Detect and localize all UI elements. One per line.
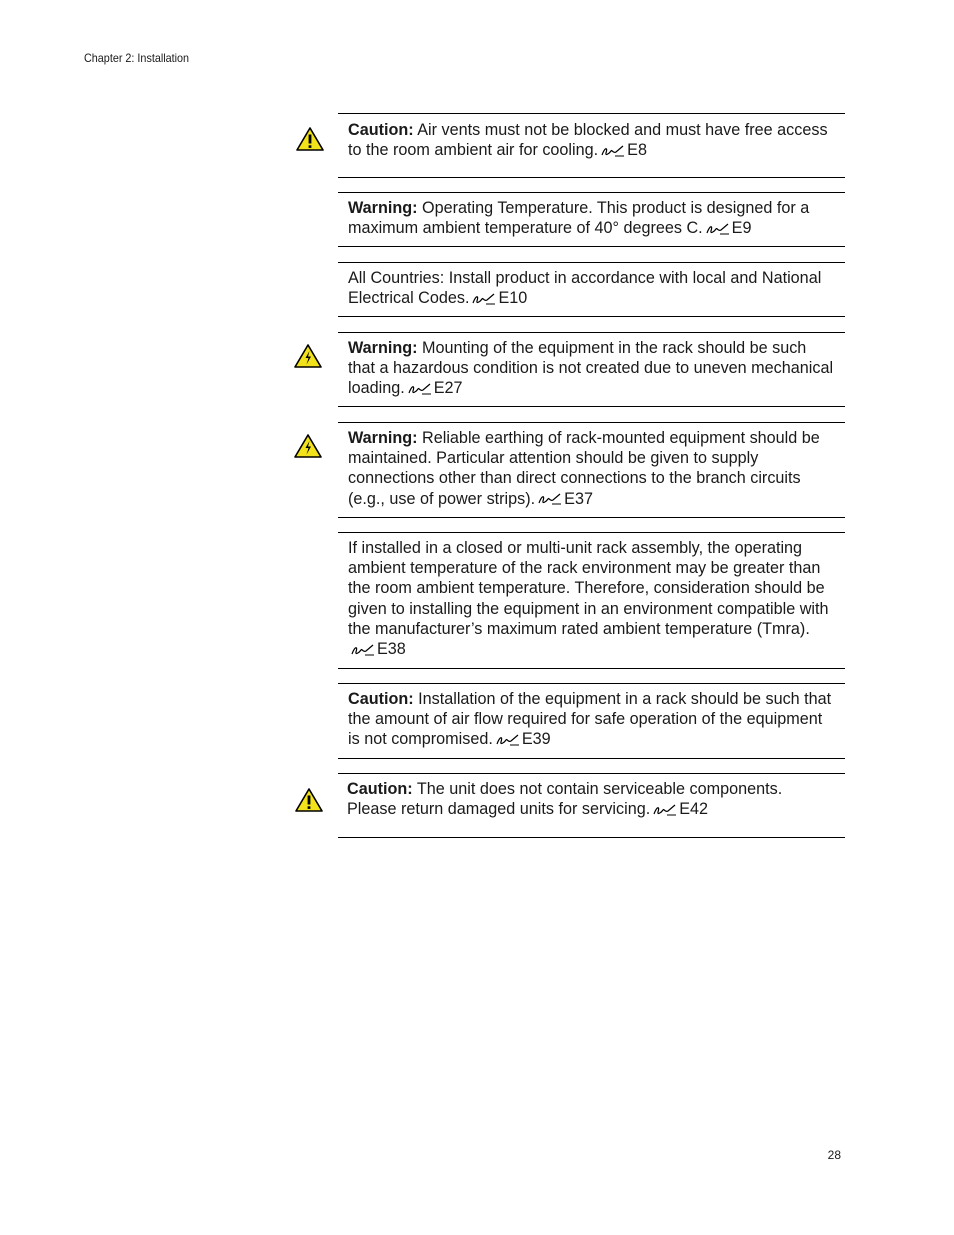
reference-code: E39: [521, 730, 551, 749]
pen-signature-icon: [653, 804, 677, 816]
pen-signature-icon: [538, 493, 562, 505]
notice-body: Mounting of the equipment in the rack should be such that a hazardous condition is not created due to uneven mechanical loading.: [348, 339, 834, 398]
notice-label: Warning:: [348, 339, 418, 357]
notice-label: Caution:: [348, 690, 414, 708]
notice-e9: [338, 192, 845, 247]
reference-code: E9: [731, 219, 752, 238]
chapter-header: Chapter 2: Installation: [84, 51, 190, 65]
notice-label: Caution:: [348, 121, 414, 139]
notice-body: The unit does not contain serviceable components. Please return damaged units for servicing.: [347, 780, 783, 819]
reference-code: E10: [498, 289, 528, 308]
electrical-warning-icon: [293, 343, 323, 369]
pen-signature-icon: [351, 644, 375, 656]
pen-signature-icon: [496, 734, 520, 746]
notice-e37: [338, 422, 845, 518]
notice-e10: [338, 262, 845, 317]
caution-icon: [295, 126, 325, 152]
notice-e39: [338, 683, 845, 759]
notice-body: All Countries: Install product in accordance with local and National Electrical Codes.: [348, 269, 822, 308]
reference-code: E27: [433, 379, 463, 398]
notice-e27: [338, 332, 845, 407]
pen-signature-icon: [472, 293, 496, 305]
pen-signature-icon: [601, 145, 625, 157]
reference-code: E38: [377, 640, 406, 659]
notice-label: Warning:: [348, 199, 418, 217]
reference-code: E37: [564, 489, 593, 508]
page-number: 28: [827, 1148, 841, 1162]
pen-signature-icon: [706, 223, 730, 235]
notice-label: Caution:: [347, 780, 413, 798]
electrical-warning-icon: [293, 433, 323, 459]
notice-body: If installed in a closed or multi-unit rack assembly, the operating ambient temperature of the rack environment may be greater than the room ambient temperature. Therefore, consideration should be given to installing the equipment in an environment compatible with the manufacturer’s maximum rated ambient temperature (Tmra).: [348, 539, 829, 638]
notice-e38: [338, 532, 845, 669]
reference-code: E8: [627, 141, 647, 160]
notice-body: Installation of the equipment in a rack should be such that the amount of air flow required for safe operation of the equipment is not compromised.: [348, 690, 832, 749]
notice-e42: [338, 773, 845, 838]
caution-icon: [294, 787, 324, 813]
notice-body: Reliable earthing of rack-mounted equipment should be maintained. Particular attention should be given to supply connections other than direct connections to the branch circuits (e.g., use of power strips).: [348, 429, 820, 508]
notice-label: Warning:: [348, 429, 418, 447]
notice-e8: [338, 113, 845, 178]
pen-signature-icon: [408, 383, 432, 395]
notice-body: Air vents must not be blocked and must have free access to the room ambient air for cooling.: [348, 121, 828, 160]
notice-body: Operating Temperature. This product is designed for a maximum ambient temperature of 40° degrees C.: [348, 199, 810, 238]
reference-code: E42: [679, 800, 709, 819]
